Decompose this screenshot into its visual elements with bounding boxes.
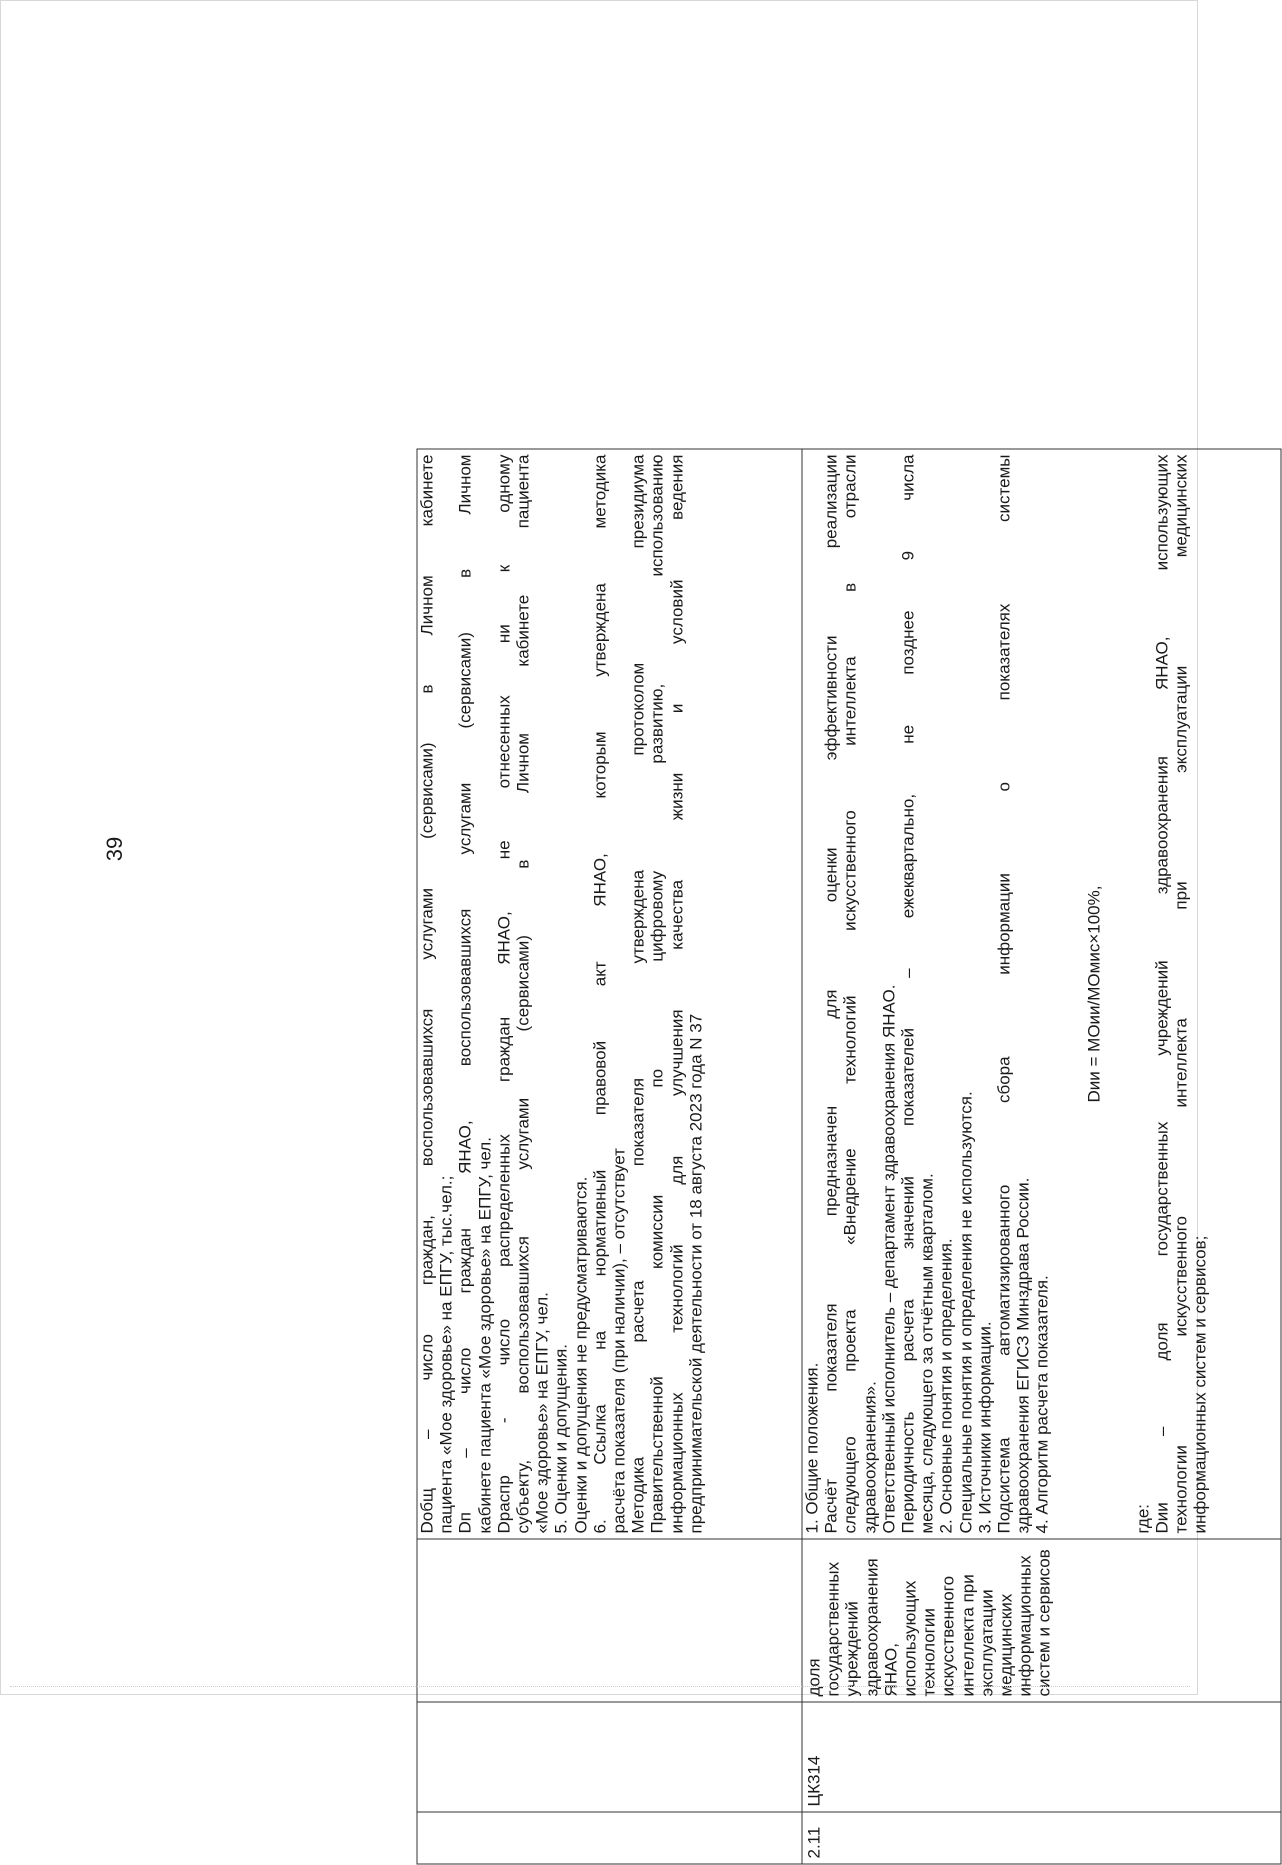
name-line: технологии <box>919 1608 939 1697</box>
name-line: использующих <box>900 1580 920 1697</box>
text-line: технологии искусственного интеллекта при эксплуатации медицинских <box>1171 454 1191 1534</box>
text-line: 3. Источники информации. <box>975 1321 995 1534</box>
text-line: месяца, следующего за отчётным кварталом. <box>917 1173 937 1534</box>
name-line: эксплуатации <box>977 1589 997 1697</box>
text-line: пациента «Мое здоровье» на ЕПГУ, тыс.чел.; <box>436 1175 456 1534</box>
name-line: медицинских <box>996 1593 1016 1697</box>
text-line: здравоохранения». <box>860 1381 880 1534</box>
name-line: интеллекта при <box>958 1574 978 1697</box>
text-line: Dобщ – число граждан, воспользовавшихся услугами (сервисами) в Личном кабинете <box>417 454 437 1534</box>
text-line: Dраспр - число распределенных граждан ЯНАО, не отнесенных ни к одному <box>494 454 514 1534</box>
rotated-table-wrapper <box>417 449 1282 1865</box>
text-line: 1. Общие положения. <box>802 1362 822 1534</box>
methodology-cell <box>802 449 1281 1539</box>
text-line: здравоохранения ЕГИСЗ Минздрава России. <box>1013 1177 1033 1534</box>
cell-empty <box>417 1539 802 1702</box>
page-number: 39 <box>102 836 127 862</box>
methodology-text <box>803 455 1053 1534</box>
indicator-name <box>802 1539 1281 1702</box>
name-line: государственных <box>823 1561 843 1697</box>
text-line: Ответственный исполнитель – департамент здравоохранения ЯНАО. <box>879 984 899 1534</box>
text-line: 2. Основные понятия и определения. <box>936 1238 956 1534</box>
name-line: искусственного <box>938 1575 958 1697</box>
name-line: ЯНАО, <box>881 1643 901 1697</box>
text-line: Правительственной комиссии по цифровому развитию, использованию <box>647 454 667 1534</box>
scan-edge-marks <box>10 1686 1190 1691</box>
name-line: здравоохранения <box>862 1558 882 1697</box>
variable-definition <box>1153 455 1211 1534</box>
text-line: субъекту, воспользовавшихся услугами (сервисами) в Личном кабинете пациента <box>513 454 533 1534</box>
text-line: Методика расчета показателя утверждена протоколом президиума <box>628 454 648 1534</box>
formula: Dии = МОии/МОмис×100%, <box>1084 885 1104 1103</box>
text-line: Подсистема автоматизированного сбора информации о показателях системы <box>994 454 1014 1534</box>
text-line: Специальные понятия и определения не используются. <box>956 1091 976 1534</box>
indicator-code: ЦК314 <box>802 1702 1281 1812</box>
where-label: где: <box>1133 1503 1153 1534</box>
cell-empty <box>417 1812 802 1864</box>
text-line: кабинете пациента «Мое здоровье» на ЕПГУ, чел. <box>475 1137 495 1534</box>
methodology-text <box>418 455 706 1534</box>
table-row <box>417 449 802 1864</box>
text-line: следующего проекта «Внедрение технологий искусственного интеллекта в отрасли <box>840 454 860 1534</box>
text-line: Расчёт показателя предназначен для оценки эффективности реализации <box>821 454 841 1534</box>
text-line: «Мое здоровье» на ЕПГУ, чел. <box>532 1292 552 1534</box>
text-line: расчёта показателя (при наличии), – отсутствует <box>609 1148 629 1534</box>
cell-empty <box>417 1702 802 1812</box>
text-line: Dии – доля государственных учреждений здравоохранения ЯНАО, использующих <box>1152 454 1172 1534</box>
text-line: Dп – число граждан ЯНАО, воспользовавшихся услугами (сервисами) в Личном <box>455 454 475 1534</box>
text-line: информационных систем и сервисов; <box>1190 1235 1210 1534</box>
indicator-table <box>417 449 1282 1865</box>
text-line: 6. Ссылка на нормативный правовой акт ЯНАО, которым утверждена методика <box>590 454 610 1534</box>
name-line: учреждений <box>842 1601 862 1697</box>
name-line: доля <box>804 1658 824 1697</box>
name-line: информационных <box>1015 1555 1035 1697</box>
text-line: 5. Оценки и допущения. <box>551 1343 571 1534</box>
text-line: предпринимательской деятельности от 18 августа 2023 года N 37 <box>686 1013 706 1534</box>
indicator-name-text <box>805 1545 1055 1697</box>
text-line: Периодичность расчета значений показателей – ежеквартально, не позднее 9 числа <box>898 454 918 1534</box>
row-number: 2.11 <box>802 1812 1281 1864</box>
name-line: систем и сервисов <box>1034 1549 1054 1697</box>
text-line: информационных технологий для улучшения качества жизни и условий ведения <box>667 454 687 1534</box>
text-line: Оценки и допущения не предусматриваются. <box>571 1176 591 1534</box>
table-row <box>802 449 1281 1864</box>
text-line: 4. Алгоритм расчета показателя. <box>1032 1275 1052 1534</box>
methodology-cell-prev <box>417 449 802 1539</box>
